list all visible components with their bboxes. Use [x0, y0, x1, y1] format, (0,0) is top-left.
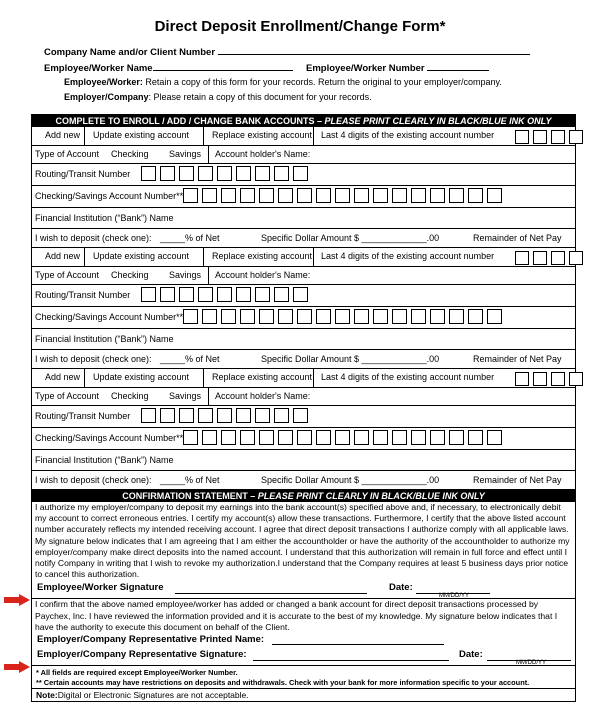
routing-digit-box[interactable] — [236, 287, 251, 302]
account-digit-box[interactable] — [202, 188, 217, 203]
routing-digit-box[interactable] — [217, 408, 232, 423]
confirmation-statement: I authorize my employer/company to deposit my earnings into the bank account(s) specified above and, if necessary, to electronically debit my account to correct erroneous entries. I certify my account(s) allow these transactions. Furthermore, I certify that the above listed account number accurately reflects my intended receiving account. I agree that direct deposit transactions I authorize comply with all applicable laws. My signature below indicates that I am agreeing that I am either the accountholder or have the authority of the accountholder to authorize my employer/company make direct deposits into the named account. I understand that this authorization will remain in full force and effect until I notify Company in writing that I wish to revoke my authorization.I understand that the Company requires at least 5 business days prior notice to cancel this authorization. — [35, 502, 570, 580]
deposit-row — [32, 229, 575, 248]
account-action-row — [32, 127, 575, 146]
account-digit-box[interactable] — [240, 188, 255, 203]
last4-digit-box[interactable] — [515, 130, 529, 144]
account-digit-box[interactable] — [202, 309, 217, 324]
remainder-option[interactable]: Remainder of Net Pay — [473, 475, 562, 485]
account-digit-box[interactable] — [430, 188, 445, 203]
confirmation-bar: CONFIRMATION STATEMENT – PLEASE PRINT CLEARLY IN BLACK/BLUE INK ONLY — [32, 490, 575, 502]
account-digit-box[interactable] — [221, 430, 236, 445]
routing-digit-box[interactable] — [293, 287, 308, 302]
employee-date-label: Date: — [389, 582, 413, 594]
deposit-row — [32, 471, 575, 490]
account-digit-box[interactable] — [278, 430, 293, 445]
account-digit-box[interactable] — [297, 309, 312, 324]
last4-digit-box[interactable] — [515, 251, 529, 265]
deposit-label: I wish to deposit (check one): — [35, 475, 152, 485]
employee-name-label: Employee/Worker Name — [44, 63, 153, 74]
routing-label: Routing/Transit Number — [35, 290, 131, 300]
deposit-label: I wish to deposit (check one): — [35, 354, 152, 364]
rep-signature-label: Employer/Company Representative Signature: — [37, 649, 247, 661]
bank-name-row — [32, 450, 575, 471]
last4-digit-box[interactable] — [533, 130, 547, 144]
percent-net-option[interactable]: _____% of Net — [160, 233, 220, 243]
account-number-row — [32, 428, 575, 450]
checking-option[interactable]: Checking — [111, 270, 149, 280]
routing-digit-box[interactable] — [255, 287, 270, 302]
account-digit-box[interactable] — [430, 430, 445, 445]
employee-signature-row[interactable] — [32, 580, 575, 598]
routing-digit-box[interactable] — [179, 408, 194, 423]
account-digit-box[interactable] — [259, 188, 274, 203]
footnotes — [32, 665, 575, 688]
account-digit-box[interactable] — [354, 309, 369, 324]
account-number-row — [32, 186, 575, 208]
account-digit-box[interactable] — [373, 309, 388, 324]
type-of-account-label: Type of Account — [35, 270, 100, 280]
account-digit-box[interactable] — [449, 188, 464, 203]
company-label: Company Name and/or Client Number — [44, 47, 216, 58]
account-action-row — [32, 248, 575, 267]
replace-existing-option[interactable]: Replace existing account — [212, 372, 313, 382]
last4-digit-box[interactable] — [551, 130, 565, 144]
deposit-row — [32, 350, 575, 369]
routing-row — [32, 285, 575, 307]
account-number-label: Checking/Savings Account Number** — [35, 312, 184, 322]
account-digit-box[interactable] — [411, 309, 426, 324]
deposit-label: I wish to deposit (check one): — [35, 233, 152, 243]
note-label: Note: — [36, 690, 58, 701]
bank-name-label: Financial Institution (“Bank”) Name — [35, 334, 174, 344]
last4-label: Last 4 digits of the existing account number — [321, 372, 495, 382]
account-digit-box[interactable] — [259, 309, 274, 324]
account-digit-box[interactable] — [278, 188, 293, 203]
account-digit-box[interactable] — [392, 430, 407, 445]
last4-digit-box[interactable] — [515, 372, 529, 386]
savings-option[interactable]: Savings — [169, 270, 202, 280]
account-blocks — [32, 127, 575, 490]
account-digit-box[interactable] — [278, 309, 293, 324]
employee-signature-arrow-icon — [4, 594, 30, 606]
enroll-section-bar: COMPLETE TO ENROLL / ADD / CHANGE BANK ACCOUNTS – PLEASE PRINT CLEARLY IN BLACK/BLUE INK ONLY — [32, 115, 575, 127]
company-field[interactable] — [44, 45, 530, 58]
type-of-account-label: Type of Account — [35, 391, 100, 401]
account-number-label: Checking/Savings Account Number** — [35, 433, 184, 443]
signature-note — [32, 688, 575, 701]
account-digit-box[interactable] — [221, 188, 236, 203]
routing-digit-box[interactable] — [293, 166, 308, 181]
add-new-option[interactable]: Add new — [45, 251, 81, 261]
account-digit-box[interactable] — [183, 188, 198, 203]
account-digit-box[interactable] — [411, 430, 426, 445]
employer-copy-note: Employer/Company: Please retain a copy of this document for your records. — [64, 92, 372, 102]
routing-digit-box[interactable] — [141, 287, 156, 302]
routing-digit-box[interactable] — [217, 287, 232, 302]
checking-option[interactable]: Checking — [111, 149, 149, 159]
bank-name-label: Financial Institution (“Bank”) Name — [35, 455, 174, 465]
holder-name-label: Account holder's Name: — [215, 270, 311, 280]
rep-date-format: MM/DD/YY — [516, 660, 546, 667]
account-digit-box[interactable] — [335, 188, 350, 203]
last4-digit-box[interactable] — [551, 372, 565, 386]
account-digit-box[interactable] — [487, 309, 502, 324]
routing-digit-box[interactable] — [160, 166, 175, 181]
bank-name-row — [32, 329, 575, 350]
bank-name-label: Financial Institution (“Bank”) Name — [35, 213, 174, 223]
percent-net-option[interactable]: _____% of Net — [160, 354, 220, 364]
account-digit-box[interactable] — [335, 430, 350, 445]
routing-row — [32, 164, 575, 186]
footnote-restrictions: ** Certain accounts may have restrictions on deposits and withdrawals. Check with your bank for more information specific to your account. — [36, 678, 530, 688]
account-block-1 — [32, 127, 575, 248]
routing-digit-box[interactable] — [255, 166, 270, 181]
form-title: Direct Deposit Enrollment/Change Form* — [154, 18, 446, 35]
account-digit-box[interactable] — [297, 188, 312, 203]
account-digit-box[interactable] — [392, 309, 407, 324]
routing-digit-box[interactable] — [179, 166, 194, 181]
account-digit-box[interactable] — [449, 430, 464, 445]
routing-digit-box[interactable] — [141, 166, 156, 181]
account-digit-box[interactable] — [183, 309, 198, 324]
account-digit-box[interactable] — [240, 309, 255, 324]
routing-digit-box[interactable] — [255, 408, 270, 423]
account-digit-box[interactable] — [297, 430, 312, 445]
employee-copy-note: Employee/Worker: Retain a copy of this form for your records. Return the original to your employer/company. — [64, 77, 502, 87]
account-digit-box[interactable] — [468, 309, 483, 324]
rep-printed-name-row[interactable] — [32, 633, 575, 647]
routing-digit-box[interactable] — [274, 287, 289, 302]
update-existing-option[interactable]: Update existing account — [93, 372, 190, 382]
account-type-row — [32, 388, 575, 406]
bank-name-row — [32, 208, 575, 229]
update-existing-option[interactable]: Update existing account — [93, 130, 190, 140]
account-digit-box[interactable] — [373, 430, 388, 445]
routing-digit-box[interactable] — [236, 166, 251, 181]
account-digit-box[interactable] — [240, 430, 255, 445]
account-number-label: Checking/Savings Account Number** — [35, 191, 184, 201]
holder-name-label: Account holder's Name: — [215, 391, 311, 401]
routing-digit-box[interactable] — [198, 408, 213, 423]
account-number-row — [32, 307, 575, 329]
employee-name-field[interactable] — [44, 61, 293, 74]
account-digit-box[interactable] — [430, 309, 445, 324]
type-of-account-label: Type of Account — [35, 149, 100, 159]
last4-digit-box[interactable] — [551, 251, 565, 265]
routing-digit-box[interactable] — [179, 287, 194, 302]
savings-option[interactable]: Savings — [169, 149, 202, 159]
employee-number-field[interactable] — [306, 61, 489, 74]
employee-signature-label: Employee/Worker Signature — [37, 582, 164, 594]
routing-digit-box[interactable] — [293, 408, 308, 423]
last4-digit-box[interactable] — [533, 372, 547, 386]
account-digit-box[interactable] — [259, 430, 274, 445]
routing-digit-box[interactable] — [198, 166, 213, 181]
specific-amount-option[interactable]: Specific Dollar Amount $ _____________.00 — [261, 475, 440, 485]
employee-number-label: Employee/Worker Number — [306, 63, 425, 74]
account-block-2 — [32, 248, 575, 369]
routing-digit-box[interactable] — [236, 408, 251, 423]
routing-digit-box[interactable] — [160, 408, 175, 423]
account-digit-box[interactable] — [487, 188, 502, 203]
routing-label: Routing/Transit Number — [35, 411, 131, 421]
account-digit-box[interactable] — [373, 188, 388, 203]
routing-digit-box[interactable] — [274, 408, 289, 423]
account-digit-box[interactable] — [316, 430, 331, 445]
routing-digit-box[interactable] — [160, 287, 175, 302]
rep-signature-line[interactable] — [253, 651, 449, 661]
account-action-row — [32, 369, 575, 388]
account-digit-box[interactable] — [487, 430, 502, 445]
last4-digit-box[interactable] — [533, 251, 547, 265]
rep-signature-row[interactable] — [32, 647, 575, 665]
account-digit-box[interactable] — [335, 309, 350, 324]
remainder-option[interactable]: Remainder of Net Pay — [473, 354, 562, 364]
footnote-required: * All fields are required except Employee/Worker Number. — [36, 668, 238, 678]
account-digit-box[interactable] — [449, 309, 464, 324]
add-new-option[interactable]: Add new — [45, 130, 81, 140]
routing-row — [32, 406, 575, 428]
add-new-option[interactable]: Add new — [45, 372, 81, 382]
checking-option[interactable]: Checking — [111, 391, 149, 401]
routing-digit-box[interactable] — [217, 166, 232, 181]
account-digit-box[interactable] — [354, 430, 369, 445]
specific-amount-option[interactable]: Specific Dollar Amount $ _____________.00 — [261, 233, 440, 243]
account-type-row — [32, 267, 575, 285]
specific-amount-option[interactable]: Specific Dollar Amount $ _____________.00 — [261, 354, 440, 364]
routing-label: Routing/Transit Number — [35, 169, 131, 179]
account-digit-box[interactable] — [221, 309, 236, 324]
rep-date-label: Date: — [459, 649, 483, 661]
update-existing-option[interactable]: Update existing account — [93, 251, 190, 261]
remainder-option[interactable]: Remainder of Net Pay — [473, 233, 562, 243]
replace-existing-option[interactable]: Replace existing account — [212, 251, 313, 261]
account-digit-box[interactable] — [202, 430, 217, 445]
account-digit-box[interactable] — [316, 309, 331, 324]
last4-label: Last 4 digits of the existing account number — [321, 130, 495, 140]
replace-existing-option[interactable]: Replace existing account — [212, 130, 313, 140]
account-block-3 — [32, 369, 575, 490]
employee-signature-line[interactable] — [175, 584, 367, 594]
account-digit-box[interactable] — [392, 188, 407, 203]
account-digit-box[interactable] — [354, 188, 369, 203]
employer-confirmation: I confirm that the above named employee/worker has added or changed a bank account for direct deposit transactions processed by Paychex, Inc. I have reviewed the information provided and it is accurate to the best of my knowledge. My signature below indicates that I have the authority to execute this document on behalf of the Client. — [32, 598, 575, 633]
note-text: Digital or Electronic Signatures are not acceptable. — [57, 690, 249, 701]
last4-digit-box[interactable] — [569, 251, 583, 265]
account-digit-box[interactable] — [468, 188, 483, 203]
account-digit-box[interactable] — [183, 430, 198, 445]
last4-digit-box[interactable] — [569, 372, 583, 386]
last4-digit-box[interactable] — [569, 130, 583, 144]
rep-signature-arrow-icon — [4, 661, 30, 673]
employee-date-format: MM/DD/YY — [439, 593, 469, 600]
account-digit-box[interactable] — [316, 188, 331, 203]
rep-printed-name-label: Employer/Company Representative Printed Name: — [37, 634, 265, 646]
routing-digit-box[interactable] — [141, 408, 156, 423]
account-type-row — [32, 146, 575, 164]
account-digit-box[interactable] — [468, 430, 483, 445]
savings-option[interactable]: Savings — [169, 391, 202, 401]
last4-label: Last 4 digits of the existing account number — [321, 251, 495, 261]
bank-accounts-form — [31, 114, 576, 702]
account-digit-box[interactable] — [411, 188, 426, 203]
routing-digit-box[interactable] — [274, 166, 289, 181]
routing-digit-box[interactable] — [198, 287, 213, 302]
holder-name-label: Account holder's Name: — [215, 149, 311, 159]
rep-printed-name-line[interactable] — [272, 635, 444, 645]
percent-net-option[interactable]: _____% of Net — [160, 475, 220, 485]
